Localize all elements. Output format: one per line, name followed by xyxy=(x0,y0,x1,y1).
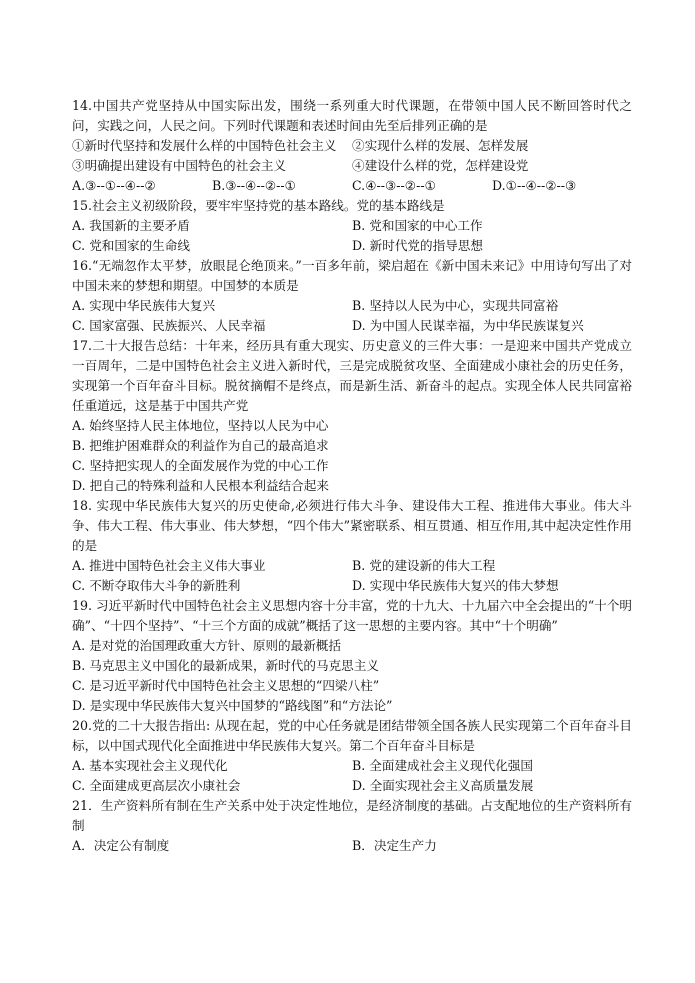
option-b[interactable]: B.③--④--②--① xyxy=(212,178,296,193)
options-row xyxy=(72,576,632,596)
options-row xyxy=(72,316,632,336)
option-c[interactable]: C. 国家富强、民族振兴、人民幸福 xyxy=(72,318,266,333)
option-b[interactable]: B. 党和国家的中心工作 xyxy=(352,218,483,233)
question-stem: 14.中国共产党坚持从中国实际出发，围绕一系列重大时代课题，在带领中国人民不断回答时代之问，实践之问，人民之问。下列时代课题和表述时间由先至后排列正确的是 xyxy=(72,98,632,133)
options-row xyxy=(72,836,632,856)
options-row xyxy=(72,296,632,316)
question-15 xyxy=(72,196,632,256)
statement-row xyxy=(72,156,632,176)
question-stem: 17.二十大报告总结：十年来，经历具有重大现实、历史意义的三件大事：一是迎来中国共产党成立一百周年，二是中国特色社会主义进入新时代，三是完成脱贫攻坚、全面建成小康社会的历史任务，实现第一个百年奋斗目标。脱贫摘帽不是终点，而是新生活、新奋斗的起点。实现全体人民共同富裕任重道远，这是基于中国共产党 xyxy=(72,338,632,413)
question-stem: 18. 实现中华民族伟大复兴的历史使命,必须进行伟大斗争、建设伟大工程、推进伟大事业。伟大斗争、伟大工程、伟大事业、伟大梦想，“四个伟大”紧密联系、相互贯通、相互作用,其中起决定性作用的是 xyxy=(72,498,632,553)
options-row xyxy=(72,756,632,776)
question-18 xyxy=(72,496,632,596)
option-c[interactable]: C. 不断夺取伟大斗争的新胜利 xyxy=(72,578,241,593)
option-b[interactable]: B. 坚持以人民为中心，实现共同富裕 xyxy=(352,298,559,313)
option-a[interactable]: A. 我国新的主要矛盾 xyxy=(72,218,190,233)
option-b[interactable]: B．决定生产力 xyxy=(352,838,437,853)
options-row xyxy=(72,236,632,256)
option-c[interactable]: C. 坚持把实现人的全面发展作为党的中心工作 xyxy=(72,458,329,473)
option-d[interactable]: D. 是实现中华民族伟大复兴中国梦的“路线图”和“方法论” xyxy=(72,698,393,713)
statement-3: ③明确提出建设有中国特色的社会主义 xyxy=(72,158,287,173)
question-16 xyxy=(72,256,632,336)
options-row xyxy=(72,776,632,796)
statement-row xyxy=(72,136,632,156)
option-b[interactable]: B. 全面建成社会主义现代化强国 xyxy=(352,758,533,773)
option-c[interactable]: C. 全面建成更高层次小康社会 xyxy=(72,778,241,793)
question-stem: 19. 习近平新时代中国特色社会主义思想内容十分丰富，党的十九大、十九届六中全会提出的“十个明确”、“十四个坚持”、“十三个方面的成就”概括了这一思想的主要内容。其中“十个明确” xyxy=(72,598,632,633)
statement-1: ①新时代坚持和发展什么样的中国特色社会主义 xyxy=(72,138,337,153)
statement-2: ②实现什么样的发展、怎样发展 xyxy=(352,138,529,153)
question-17 xyxy=(72,336,632,496)
option-b[interactable]: B. 党的建设新的伟大工程 xyxy=(352,558,496,573)
options-row xyxy=(72,216,632,236)
option-d[interactable]: D. 全面实现社会主义高质量发展 xyxy=(352,778,534,793)
question-stem: 16.“无端忽作太平梦，放眼昆仑绝顶来。”一百多年前，梁启超在《新中国未来记》中用诗句写出了对中国未来的梦想和期望。中国梦的本质是 xyxy=(72,258,632,293)
option-c[interactable]: C. 是习近平新时代中国特色社会主义思想的“四梁八柱” xyxy=(72,678,380,693)
option-a[interactable]: A. 实现中华民族伟大复兴 xyxy=(72,298,216,313)
option-b[interactable]: B. 马克思主义中国化的最新成果，新时代的马克思主义 xyxy=(72,658,379,673)
option-b[interactable]: B. 把维护困难群众的利益作为自己的最高追求 xyxy=(72,438,329,453)
question-stem: 15.社会主义初级阶段，要牢牢坚持党的基本路线。党的基本路线是 xyxy=(72,198,445,213)
option-a[interactable]: A. 是对党的治国理政重大方针、原则的最新概括 xyxy=(72,638,341,653)
option-d[interactable]: D. 把自己的特殊利益和人民根本利益结合起来 xyxy=(72,478,329,493)
question-20 xyxy=(72,716,632,796)
question-stem: 20.党的二十大报告指出: 从现在起，党的中心任务就是团结带领全国各族人民实现第二个百年奋斗目标，以中国式现代化全面推进中华民族伟大复兴。第二个百年奋斗目标是 xyxy=(72,718,632,753)
option-a[interactable]: A. 推进中国特色社会主义伟大事业 xyxy=(72,558,266,573)
question-14 xyxy=(72,96,632,196)
option-a[interactable]: A. 始终坚持人民主体地位，坚持以人民为中心 xyxy=(72,418,329,433)
option-d[interactable]: D. 为中国人民谋幸福，为中华民族谋复兴 xyxy=(352,318,584,333)
option-d[interactable]: D. 实现中华民族伟大复兴的伟大梦想 xyxy=(352,578,559,593)
options-row xyxy=(72,556,632,576)
question-21 xyxy=(72,796,632,856)
option-c[interactable]: C. 党和国家的生命线 xyxy=(72,238,190,253)
option-d[interactable]: D. 新时代党的指导思想 xyxy=(352,238,483,253)
option-a[interactable]: A．决定公有制度 xyxy=(72,838,170,853)
statement-4: ④建设什么样的党，怎样建设党 xyxy=(352,158,529,173)
option-a[interactable]: A. 基本实现社会主义现代化 xyxy=(72,758,228,773)
question-19 xyxy=(72,596,632,716)
options-row xyxy=(72,176,632,196)
exam-page xyxy=(72,96,632,856)
option-c[interactable]: C.④--③--②--① xyxy=(352,178,436,193)
question-stem: 21．生产资料所有制在生产关系中处于决定性地位，是经济制度的基础。占支配地位的生产资料所有制 xyxy=(72,798,632,833)
option-d[interactable]: D.①--④--②--③ xyxy=(492,178,577,193)
option-a[interactable]: A.③--①--④--② xyxy=(72,178,156,193)
